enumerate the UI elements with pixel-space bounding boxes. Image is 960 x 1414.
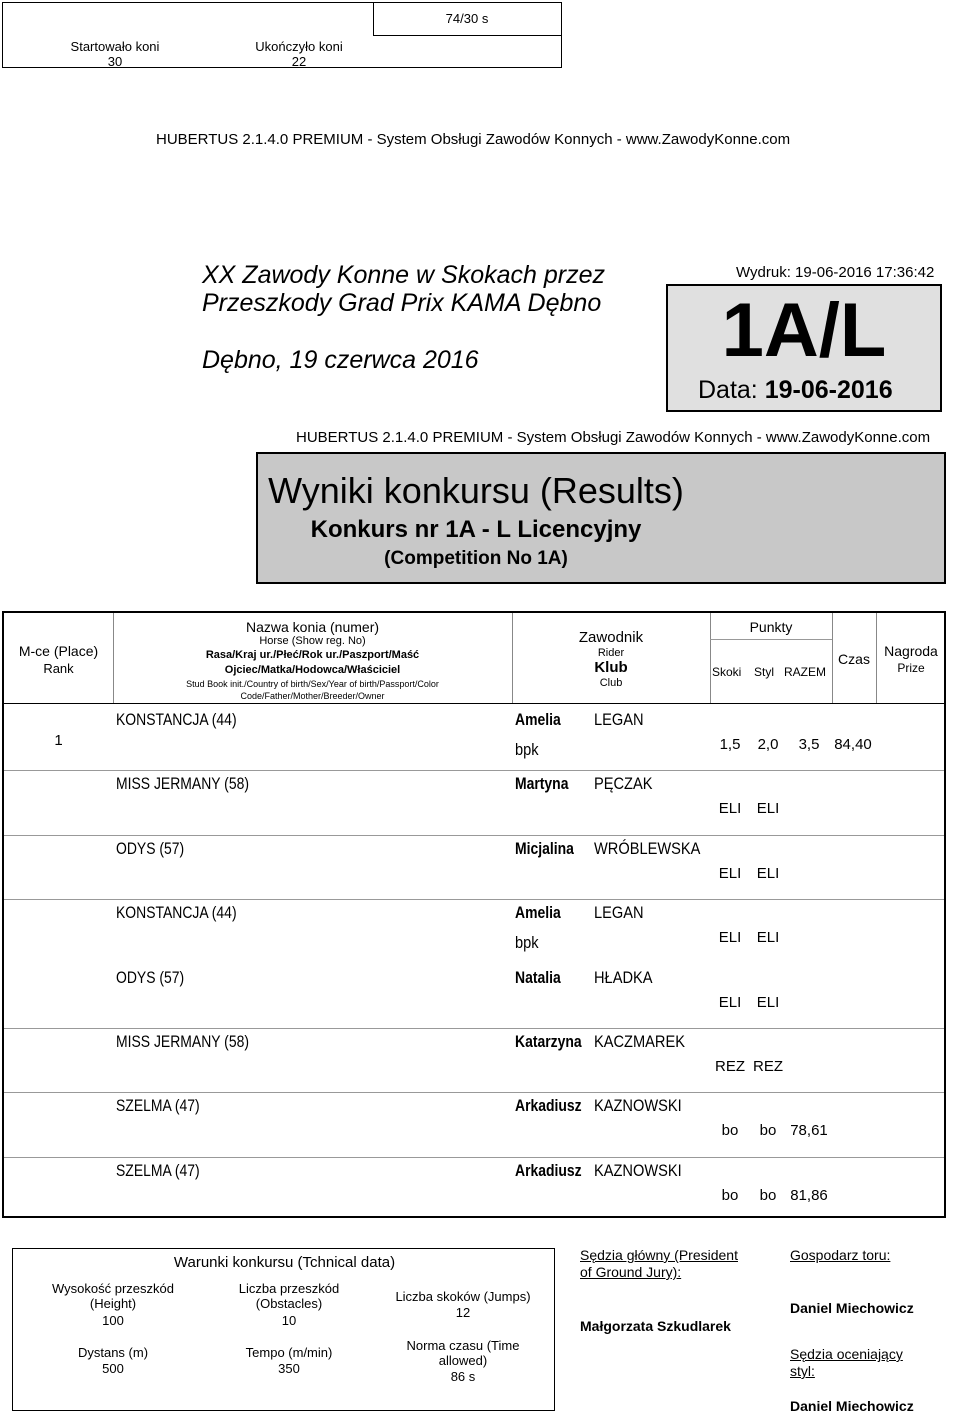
- row-rider-first: Micjalina: [515, 838, 574, 858]
- row-total: 3,5: [798, 736, 820, 753]
- punkty-divider: [710, 639, 832, 640]
- row-style: bo: [759, 1186, 777, 1204]
- row-jumps: ELI: [718, 800, 742, 818]
- row-jumps: bo: [721, 1186, 739, 1204]
- distance-label: Dystans (m): [77, 1345, 149, 1360]
- row-rider-first: Katarzyna: [515, 1032, 582, 1051]
- row-divider: [4, 1092, 944, 1093]
- obstacles-value: 10: [281, 1313, 297, 1328]
- start-stats-box: [2, 2, 562, 68]
- row-rider-first: Arkadiusz: [515, 1160, 582, 1180]
- header-total: RAZEM: [784, 665, 826, 679]
- row-rider-last: PĘCZAK: [594, 774, 653, 794]
- event-title-line2: Przeszkody Grad Prix KAMA Dębno: [202, 289, 602, 317]
- header-jumps: Skoki: [712, 665, 742, 679]
- table-row: [4, 1028, 944, 1092]
- header-horse-en: Horse (Show reg. No): [259, 635, 366, 647]
- president-name: Małgorzata Szkudlarek: [580, 1318, 731, 1334]
- row-divider: [4, 770, 944, 771]
- row-horse: KONSTANCJA (44): [116, 903, 237, 923]
- jumps-label: Liczba skoków (Jumps): [395, 1289, 531, 1304]
- header-prize: Nagroda: [884, 643, 938, 659]
- row-divider: [4, 1157, 944, 1158]
- table-row: [4, 706, 944, 770]
- date-value: 19-06-2016: [764, 376, 893, 404]
- row-time: 84,40: [834, 736, 872, 753]
- row-jumps: ELI: [718, 993, 742, 1011]
- style-judge-label: Sędzia oceniający styl:: [790, 1346, 903, 1379]
- row-jumps: 1,5: [719, 736, 741, 753]
- competition-date: [698, 376, 893, 405]
- row-horse: SZELMA (47): [116, 1096, 200, 1116]
- row-club: bpk: [515, 740, 539, 759]
- row-divider: [4, 899, 944, 900]
- technical-data-box: [12, 1248, 555, 1411]
- competition-subtitle-en: (Competition No 1A): [384, 548, 568, 569]
- row-style: ELI: [756, 864, 780, 882]
- finished-value: 22: [291, 54, 307, 69]
- row-total: 78,61: [790, 1122, 828, 1140]
- row-club: bpk: [515, 933, 539, 953]
- header-place: M-ce (Place): [18, 643, 99, 659]
- row-rider-first: Amelia: [515, 710, 561, 729]
- row-style: REZ: [753, 1058, 783, 1075]
- finished-label: Ukończyło koni: [255, 39, 343, 54]
- row-style: ELI: [756, 929, 780, 947]
- results-table: [2, 611, 946, 1218]
- tempo-label: Tempo (m/min): [245, 1345, 333, 1360]
- row-rider-last: HŁADKA: [594, 967, 653, 987]
- header-breed: Rasa/Kraj ur./Płeć/Rok ur./Paszport/Maść: [205, 649, 420, 661]
- row-style: ELI: [756, 993, 780, 1011]
- row-horse: SZELMA (47): [116, 1160, 200, 1180]
- competition-code-box: [666, 284, 942, 412]
- host-label: Gospodarz toru:: [790, 1247, 891, 1263]
- header-prize-en: Prize: [897, 661, 925, 675]
- header-bottom-line: [4, 703, 944, 704]
- row-jumps: REZ: [715, 1058, 745, 1075]
- row-style: 2,0: [757, 736, 779, 753]
- height-label: Wysokość przeszkód (Height): [52, 1281, 174, 1311]
- results-banner: [256, 452, 946, 584]
- header-club-en: Club: [599, 677, 623, 689]
- row-horse: ODYS (57): [116, 838, 185, 858]
- row-divider: [4, 1028, 944, 1029]
- row-rider-first: Martyna: [515, 774, 569, 794]
- row-jumps: ELI: [718, 864, 742, 882]
- time-value: 74/30 s: [445, 11, 489, 26]
- row-rider-last: KACZMAREK: [594, 1032, 685, 1051]
- row-rider-first: Amelia: [515, 903, 561, 923]
- row-rider-first: Arkadiusz: [515, 1096, 582, 1116]
- row-rider-last: KAZNOWSKI: [594, 1160, 682, 1180]
- header-rider-en: Rider: [597, 647, 625, 659]
- header-horse: Nazwa konia (numer): [245, 619, 380, 635]
- row-horse: KONSTANCJA (44): [116, 710, 237, 729]
- president-label: Sędzia główny (President of Ground Jury):: [580, 1247, 738, 1280]
- row-rider-last: LEGAN: [594, 710, 644, 729]
- row-jumps: ELI: [718, 929, 742, 947]
- started-value: 30: [107, 54, 123, 69]
- row-rider-last: WRÓBLEWSKA: [594, 838, 701, 858]
- time-allowed-value: 86 s: [450, 1369, 476, 1384]
- header-rider: Zawodnik: [578, 629, 644, 646]
- row-rank: 1: [54, 732, 63, 749]
- row-rider-last: LEGAN: [594, 903, 644, 923]
- header-rank: Rank: [43, 661, 74, 676]
- row-divider: [4, 835, 944, 836]
- row-horse: MISS JERMANY (58): [116, 1032, 249, 1051]
- row-rider-last: KAZNOWSKI: [594, 1096, 682, 1116]
- host-name: Daniel Miechowicz: [790, 1300, 914, 1316]
- software-line: HUBERTUS 2.1.4.0 PREMIUM - System Obsługi Zawodów Konnych - www.ZawodyKonne.com: [156, 131, 791, 148]
- stats-divider: [373, 35, 561, 36]
- header-time: Czas: [838, 651, 870, 667]
- jumps-value: 12: [455, 1305, 471, 1320]
- competition-subtitle: Konkurs nr 1A - L Licencyjny: [310, 516, 642, 543]
- event-title-line1: XX Zawody Konne w Skokach przez: [202, 261, 605, 289]
- table-row: [4, 770, 944, 834]
- date-label: Data:: [698, 376, 758, 404]
- header-parents: Ojciec/Matka/Hodowca/Właściciel: [224, 664, 401, 676]
- time-allowed-label: Norma czasu (Time allowed): [406, 1338, 520, 1368]
- table-row: [4, 964, 944, 1028]
- table-row: [4, 899, 944, 963]
- table-row: [4, 1157, 944, 1221]
- print-timestamp: Wydruk: 19-06-2016 17:36:42: [736, 264, 935, 281]
- header-points: Punkty: [749, 619, 793, 635]
- row-style: bo: [759, 1122, 777, 1140]
- tempo-value: 350: [278, 1361, 300, 1376]
- table-row: [4, 1092, 944, 1156]
- competition-code: 1A/L: [721, 288, 887, 373]
- software-line-2: HUBERTUS 2.1.4.0 PREMIUM - System Obsługi Zawodów Konnych - www.ZawodyKonne.com: [296, 429, 931, 446]
- row-rider-first: Natalia: [515, 967, 561, 987]
- distance-value: 500: [102, 1361, 124, 1376]
- style-judge-name: Daniel Miechowicz: [790, 1398, 914, 1414]
- event-place-date: Dębno, 19 czerwca 2016: [202, 346, 479, 374]
- results-title: Wyniki konkursu (Results): [268, 470, 684, 511]
- tech-title: Warunki konkursu (Tchnical data): [173, 1254, 396, 1271]
- table-row: [4, 835, 944, 899]
- row-horse: ODYS (57): [116, 967, 185, 987]
- row-horse: MISS JERMANY (58): [116, 774, 249, 794]
- header-owner: Code/Father/Mother/Breeder/Owner: [240, 691, 385, 701]
- row-style: ELI: [756, 800, 780, 818]
- started-label: Startowało koni: [70, 39, 160, 54]
- height-value: 100: [102, 1313, 124, 1328]
- row-total: 81,86: [790, 1186, 828, 1204]
- row-jumps: bo: [721, 1122, 739, 1140]
- header-stud: Stud Book init./Country of birth/Sex/Year of birth/Passport/Color: [186, 679, 439, 689]
- obstacles-label: Liczba przeszkód (Obstacles): [238, 1281, 340, 1311]
- header-club: Klub: [594, 659, 628, 676]
- header-style: Styl: [754, 665, 775, 679]
